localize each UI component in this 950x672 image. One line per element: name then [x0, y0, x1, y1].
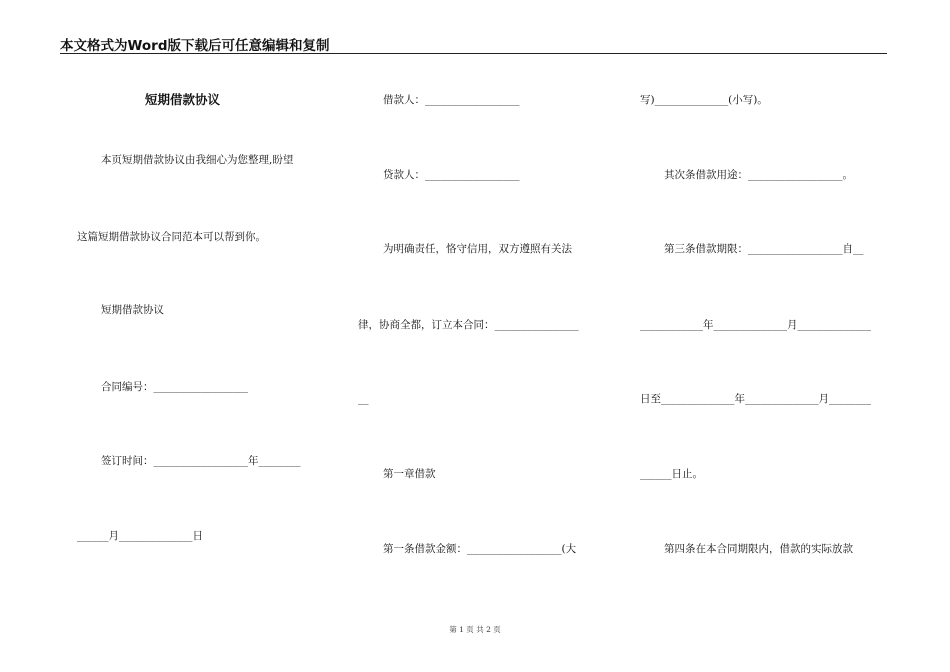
- loan-amount-field-cont: 写)______________(小写)。: [640, 94, 768, 106]
- loan-purpose-field: 其次条借款用途：__________________。: [664, 169, 853, 181]
- borrower-field: 借款人：__________________: [383, 94, 520, 106]
- lender-field: 贷款人：__________________: [383, 169, 520, 181]
- loan-term-field-end: ______日止。: [640, 468, 703, 480]
- loan-amount-field: 第一条借款金额：__________________(大: [383, 543, 577, 555]
- document-header: [60, 35, 887, 54]
- paragraph-line: 律，协商全都，订立本合同：________________: [358, 319, 579, 331]
- signing-date-field: 签订时间：__________________年________: [101, 455, 301, 467]
- loan-term-field: 第三条借款期限：__________________自__: [664, 243, 864, 255]
- chapter-heading: 第一章借款: [383, 468, 436, 480]
- page-footer: 第 1 页 共 2 页: [449, 625, 501, 634]
- header-text: 本文格式为Word版下载后可任意编辑和复制: [60, 38, 330, 54]
- paragraph-line: 这篇短期借款协议合同范本可以帮到你。: [77, 231, 266, 243]
- paragraph-line: __: [358, 393, 369, 405]
- paragraph-line: 短期借款协议: [101, 304, 164, 316]
- contract-number-field: 合同编号：__________________: [101, 381, 248, 393]
- loan-term-field-cont: ____________年______________月______________: [640, 319, 871, 331]
- signing-date-field-cont: ______月______________日: [77, 530, 203, 542]
- document-title: 短期借款协议: [145, 92, 221, 107]
- loan-term-field-cont: 日至______________年______________月________: [640, 393, 871, 405]
- paragraph-line: 为明确责任，恪守信用，双方遵照有关法: [383, 243, 572, 255]
- paragraph-line: 第四条在本合同期限内，借款的实际放款: [664, 543, 853, 555]
- paragraph-line: 本页短期借款协议由我细心为您整理,盼望: [101, 154, 294, 166]
